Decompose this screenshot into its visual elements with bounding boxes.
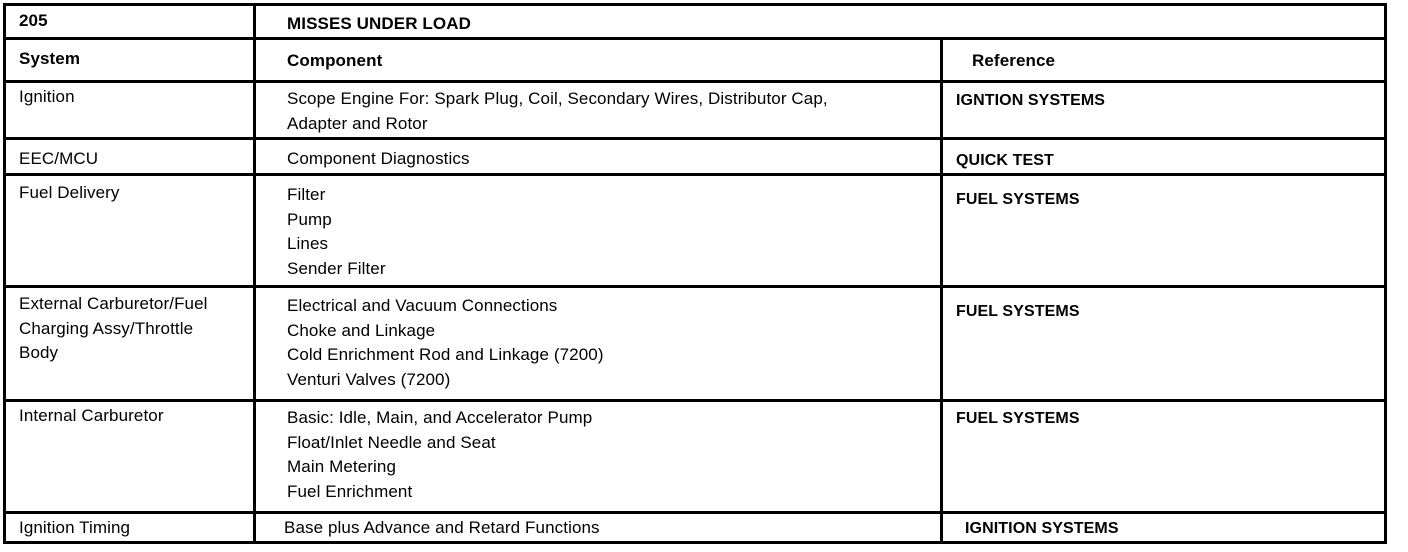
table-border-left — [3, 3, 6, 544]
column-header-system: System — [19, 49, 81, 68]
diagnostic-table — [3, 3, 1385, 540]
section-title: MISSES UNDER LOAD — [287, 14, 471, 33]
system-cell-ignition-timing: Ignition Timing — [19, 518, 131, 537]
system-cell-fuel-delivery: Fuel Delivery — [19, 183, 120, 202]
table-border-top — [3, 3, 1387, 6]
reference-cell-eec-mcu: QUICK TEST — [956, 152, 1054, 169]
component-cell-ignition-timing: Base plus Advance and Retard Functions — [284, 518, 600, 537]
component-cell-external-carburetor: Electrical and Vacuum Connections Choke and Linkage Cold Enrichment Rod and Linkage (7200) Venturi Valves (7200) — [287, 296, 604, 389]
system-cell-ignition: Ignition — [19, 87, 75, 106]
column-divider — [253, 3, 256, 544]
column-header-component: Component — [287, 51, 383, 70]
system-cell-eec-mcu: EEC/MCU — [19, 149, 99, 168]
reference-cell-internal-carburetor: FUEL SYSTEMS — [956, 410, 1080, 427]
component-cell-ignition: Scope Engine For: Spark Plug, Coil, Secondary Wires, Distributor Cap, Adapter and Rotor — [287, 89, 828, 133]
row-divider — [3, 285, 1387, 288]
reference-cell-ignition: IGNTION SYSTEMS — [956, 92, 1106, 109]
table-border-bottom — [3, 541, 1387, 544]
table-border-right — [1384, 3, 1387, 544]
system-cell-internal-carburetor: Internal Carburetor — [19, 406, 164, 425]
component-cell-internal-carburetor: Basic: Idle, Main, and Accelerator Pump Float/Inlet Needle and Seat Main Metering Fuel Enrichment — [287, 408, 593, 501]
row-divider — [3, 137, 1387, 140]
component-cell-eec-mcu: Component Diagnostics — [287, 149, 470, 168]
system-cell-external-carburetor: External Carburetor/Fuel Charging Assy/Throttle Body — [19, 294, 208, 362]
column-header-reference: Reference — [972, 51, 1056, 70]
reference-cell-fuel-delivery: FUEL SYSTEMS — [956, 191, 1080, 208]
row-divider — [3, 173, 1387, 176]
row-divider — [3, 399, 1387, 402]
section-code: 205 — [19, 11, 48, 30]
row-divider — [3, 80, 1387, 83]
column-divider — [940, 37, 943, 544]
row-divider — [3, 511, 1387, 514]
component-cell-fuel-delivery: Filter Pump Lines Sender Filter — [287, 185, 386, 278]
reference-cell-external-carburetor: FUEL SYSTEMS — [956, 303, 1080, 320]
row-divider — [3, 37, 1387, 40]
reference-cell-ignition-timing: IGNITION SYSTEMS — [965, 520, 1119, 537]
